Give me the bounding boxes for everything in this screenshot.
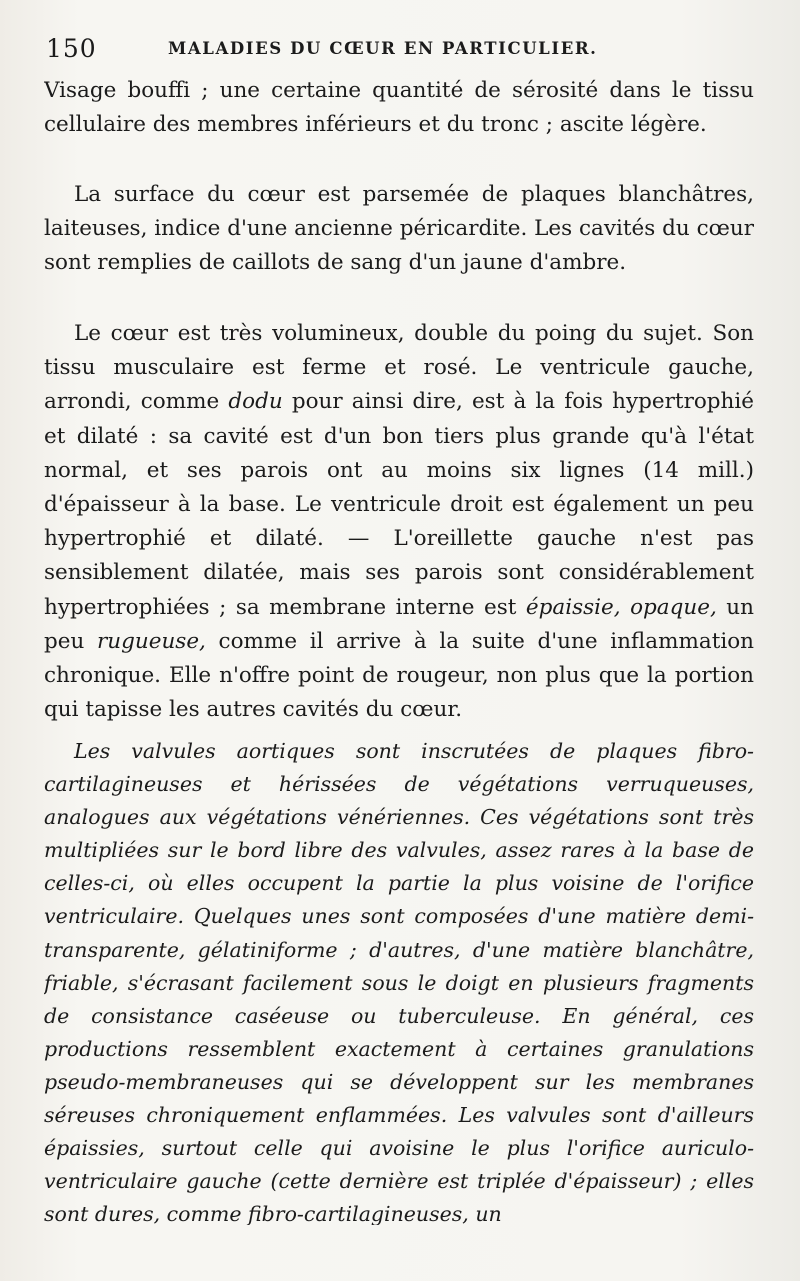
paragraph-2: La surface du cœur est parsemée de plaques blanchâtres, laiteuses, indice d'une ancienne péricardite. Les cavités du cœur sont remplies de caillots de sang d'un jaune d'ambre. — [44, 182, 754, 276]
paragraph-3-emphasis-rugueuse: rugueuse, — [97, 628, 206, 654]
paragraph-4: Les valvules aortiques sont inscrutées de plaques fibro-cartilagineuses et hérissées de végétations verruqueuses, analogues aux végétations vénériennes. Ces végétations sont très multipliées sur le bord libre des valvules, assez rares à la base de celles-ci, où elles occupent la partie la plus voisine de l'orifice ventriculaire. Quelques unes sont composées d'une matière demi-transparente, gélatiniforme ; d'autres, d'une matière blanchâtre, friable, s'écrasant facilement sous le doigt en plusieurs fragments de consistance caséeuse ou tuberculeuse. En général, ces productions ressemblent exactement à certaines granulations pseudo-membraneuses qui se développent sur les membranes séreuses chroniquement enflammées. Les valvules sont d'ailleurs épaissies, surtout celle qui avoisine le plus l'orifice auriculo-ventriculaire gauche (cette dernière est triplée d'épaisseur) ; elles sont dures, comme fibro-cartilagineuses, un — [44, 739, 754, 1225]
paragraph-1: Visage bouffi ; une certaine quantité de sérosité dans le tissu cellulaire des membres inférieurs et du tronc ; ascite légère. — [44, 78, 754, 138]
body-text — [44, 74, 754, 1225]
running-head — [46, 34, 746, 64]
paragraph-3-text-c: un peu — [44, 594, 754, 654]
paragraph-3-text-a: Le cœur est très volumineux, double du poing du sujet. Son tissu musculaire est ferme et rosé. Le ventricule gauche, arrondi, comme — [44, 321, 754, 415]
running-title: MALADIES DU CŒUR EN PARTICULIER. — [168, 39, 598, 58]
page-number: 150 — [46, 34, 97, 63]
paragraph-3-emphasis-epaissie: épaissie, opaque, — [525, 594, 717, 620]
paragraph-3-emphasis-dodu: dodu — [228, 389, 283, 415]
paragraph-3-text-d: comme il arrive à la suite d'une inflammation chronique. Elle n'offre point de rougeur, non plus que la portion qui tapisse les autres cavités du cœur. — [44, 628, 754, 723]
paragraph-3-text-b: pour ainsi dire, est à la fois hypertrophié et dilaté : sa cavité est d'un bon tiers plus grande qu'à l'état normal, et ses parois ont au moins six lignes (14 mill.) d'épaisseur à la base. Le ventricule droit est également un peu hypertrophié et dilaté. — L'oreillette gauche n'est pas sensiblement dilatée, mais ses parois sont considérablement hypertrophiées ; sa membrane interne est — [44, 389, 754, 620]
paragraph-3 — [44, 317, 754, 725]
